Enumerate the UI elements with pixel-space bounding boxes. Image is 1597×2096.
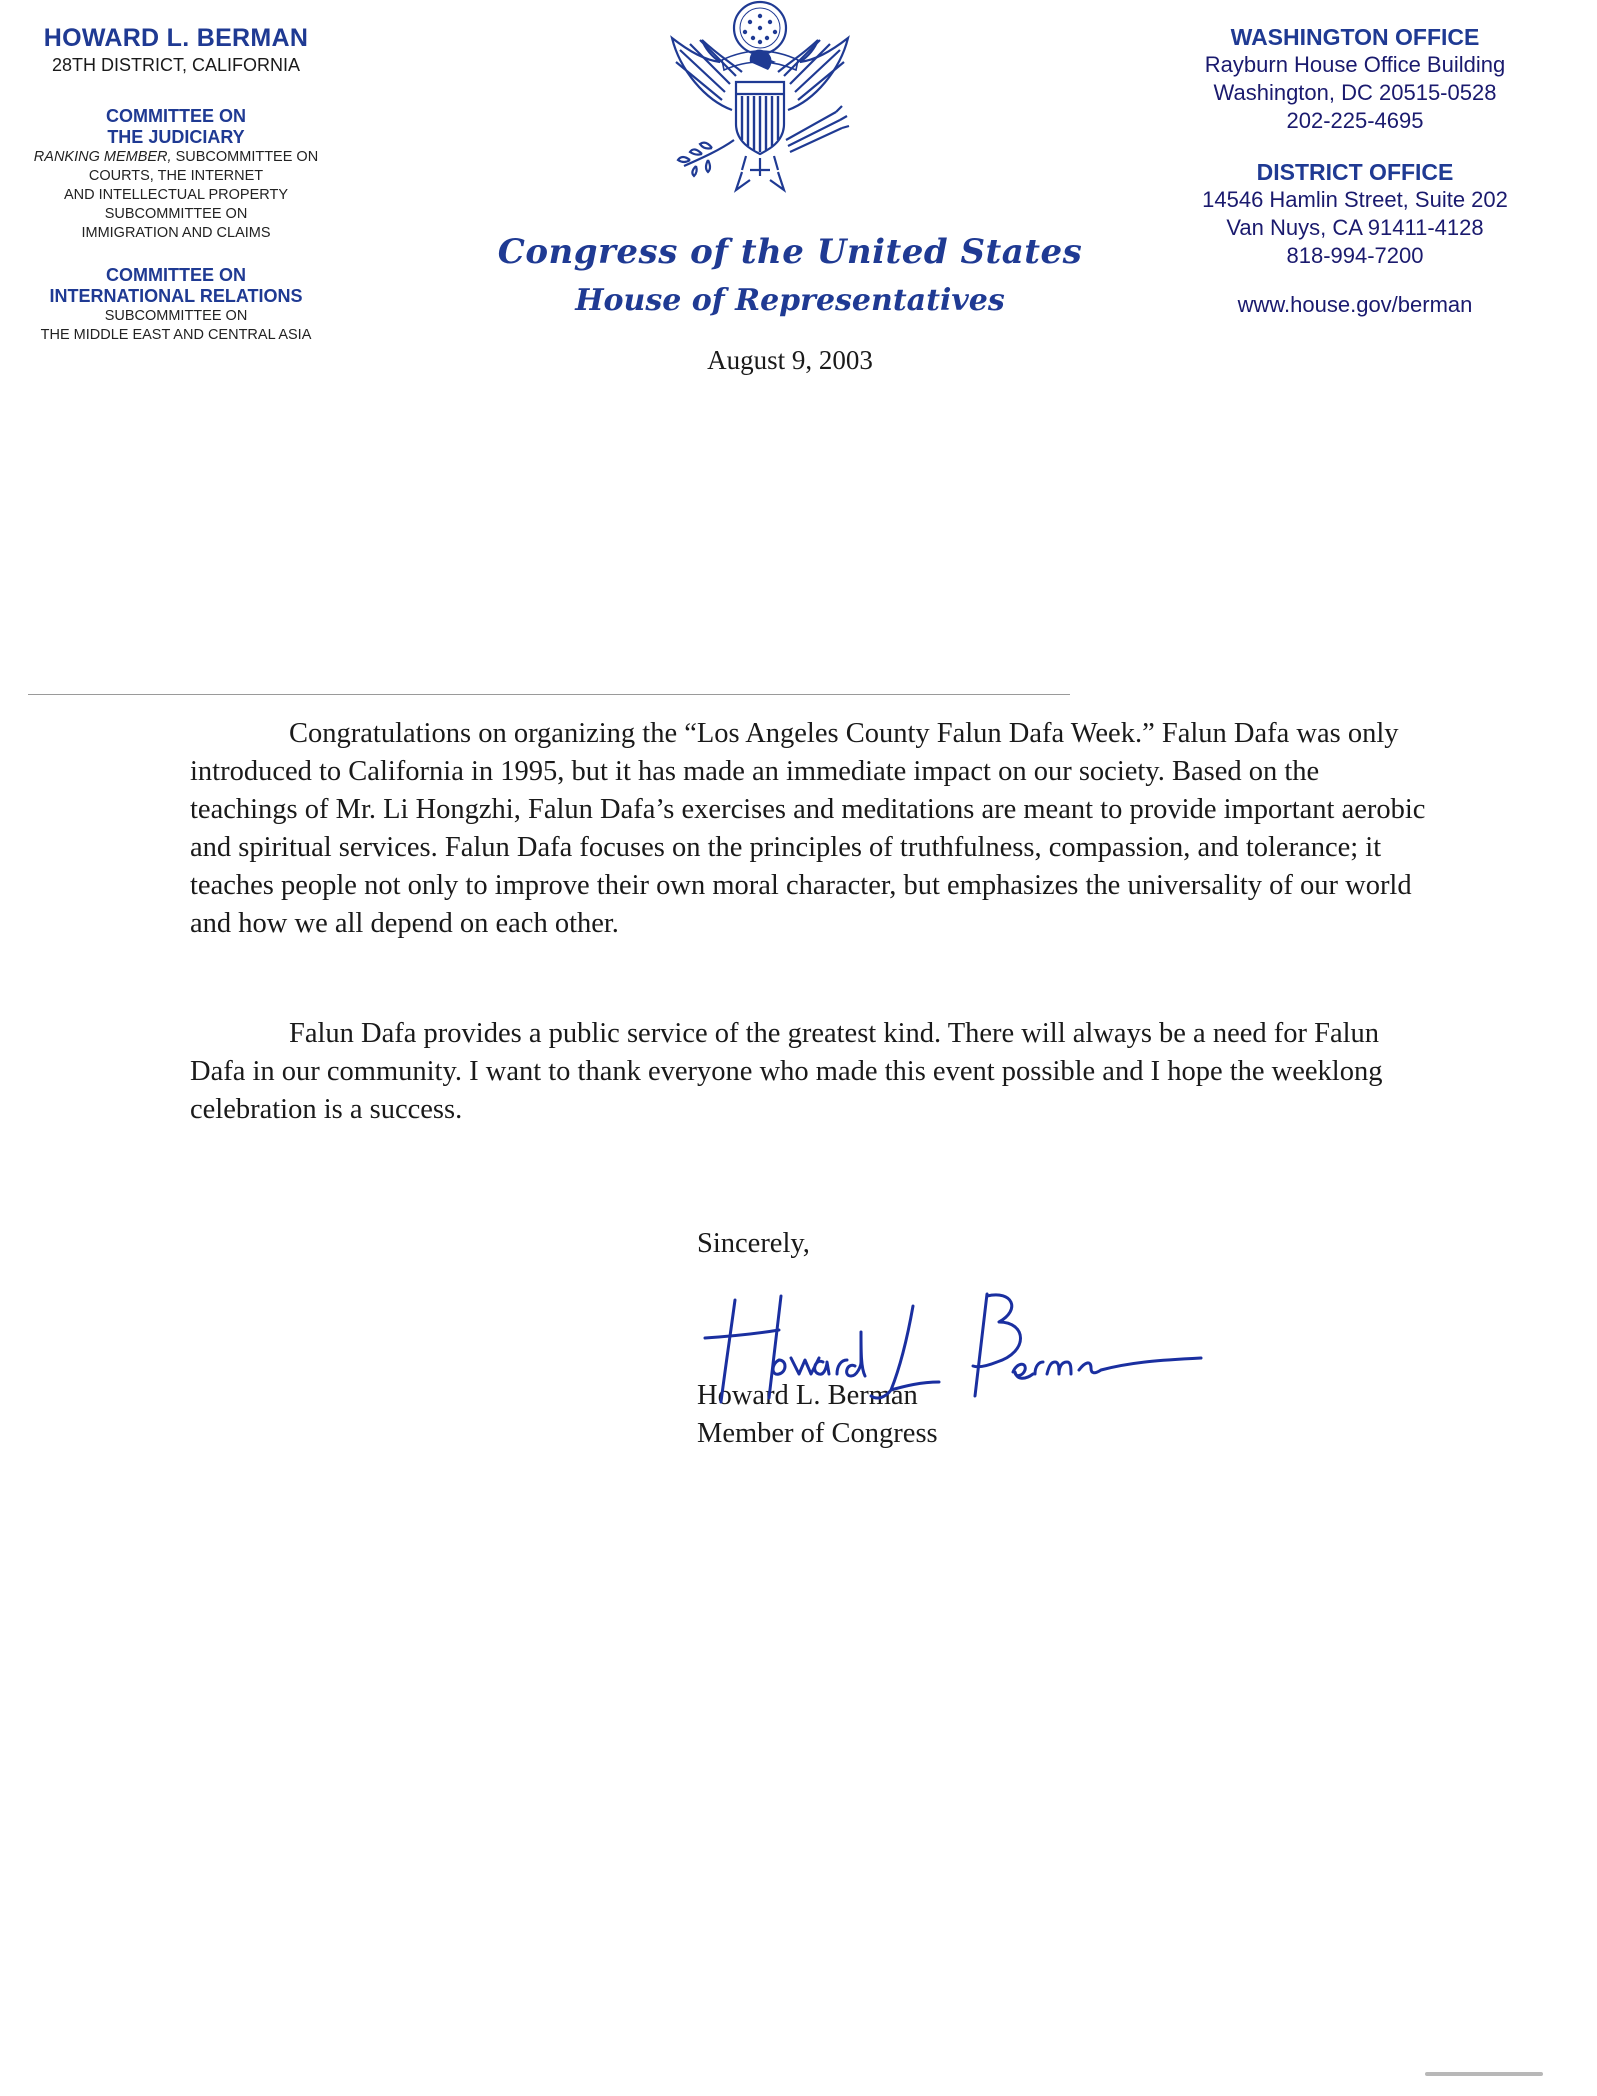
district-office-line: 14546 Hamlin Street, Suite 202	[1202, 187, 1508, 212]
committee-judiciary-line2: THE JUDICIARY	[107, 127, 245, 147]
subcommittee-line: SUBCOMMITTEE ON	[175, 149, 319, 165]
committee-intl-line2: INTERNATIONAL RELATIONS	[49, 286, 303, 306]
letter-date: August 9, 2003	[707, 345, 873, 375]
subcommittee-line: COURTS, THE INTERNET	[88, 168, 264, 184]
subcommittee-line: SUBCOMMITTEE ON	[104, 206, 248, 222]
member-district: 28TH DISTRICT, CALIFORNIA	[51, 55, 301, 75]
signer-title: Member of Congress	[697, 1418, 938, 1449]
washington-office-phone: 202-225-4695	[1286, 108, 1424, 133]
committee-international-relations	[20, 265, 332, 345]
website-link[interactable]: www.house.gov/berman	[1237, 292, 1473, 317]
ranking-member-role: RANKING MEMBER,	[33, 149, 172, 165]
washington-office-line: Washington, DC 20515-0528	[1213, 80, 1497, 105]
closing: Sincerely,	[697, 1228, 810, 1259]
paragraph-text: Falun Dafa provides a public service of the greatest kind. There will always be a need for Falun Dafa in our community. I want to thank everyone who made this event possible and I hope the weeklong celebration is a success.	[190, 1018, 1383, 1125]
district-office-phone: 818-994-7200	[1286, 243, 1424, 268]
committee-judiciary-line1: COMMITTEE ON	[106, 106, 246, 126]
subcommittee-line: AND INTELLECTUAL PROPERTY	[64, 187, 288, 203]
house-title: House of Representatives	[575, 283, 1005, 318]
subcommittee-line: SUBCOMMITTEE ON	[104, 308, 248, 324]
letterhead-right-column	[1150, 24, 1560, 318]
member-name: HOWARD L. BERMAN	[43, 24, 309, 52]
washington-office-heading: WASHINGTON OFFICE	[1230, 24, 1480, 50]
paragraph-text: Congratulations on organizing the “Los Angeles County Falun Dafa Week.” Falun Dafa was only introduced to California in 1995, but it has made an immediate impact on our society. Based on the teachings of Mr. Li Hongzhi, Falun Dafa’s exercises and meditations are meant to provide important aerobic and spiritual services. Falun Dafa focuses on the principles of truthfulness, compassion, and tolerance; it teaches people not only to improve their own moral character, but emphasizes the universality of our world and how we all depend on each other.	[190, 718, 1426, 939]
district-office-heading: DISTRICT OFFICE	[1256, 159, 1454, 185]
washington-office-line: Rayburn House Office Building	[1204, 52, 1506, 77]
horizontal-rule	[28, 694, 1070, 695]
scan-artifact-line	[1425, 2072, 1543, 2076]
congress-title: Congress of the United States	[497, 232, 1083, 272]
subcommittee-line: THE MIDDLE EAST AND CENTRAL ASIA	[40, 327, 312, 343]
letter-paragraph	[190, 1015, 1430, 1129]
committee-judiciary	[20, 106, 332, 243]
great-seal-eagle-icon	[650, 0, 870, 215]
subcommittee-courts-line	[20, 148, 332, 167]
district-office-line: Van Nuys, CA 91411-4128	[1226, 215, 1484, 240]
letter-paragraph	[190, 715, 1430, 943]
handwritten-signature	[695, 1290, 1205, 1410]
district-office	[1150, 159, 1560, 270]
signer-name: Howard L. Berman	[697, 1380, 918, 1411]
committee-intl-line1: COMMITTEE ON	[106, 265, 246, 285]
subcommittee-line: IMMIGRATION AND CLAIMS	[81, 225, 271, 241]
letterhead-left-column	[20, 24, 332, 345]
